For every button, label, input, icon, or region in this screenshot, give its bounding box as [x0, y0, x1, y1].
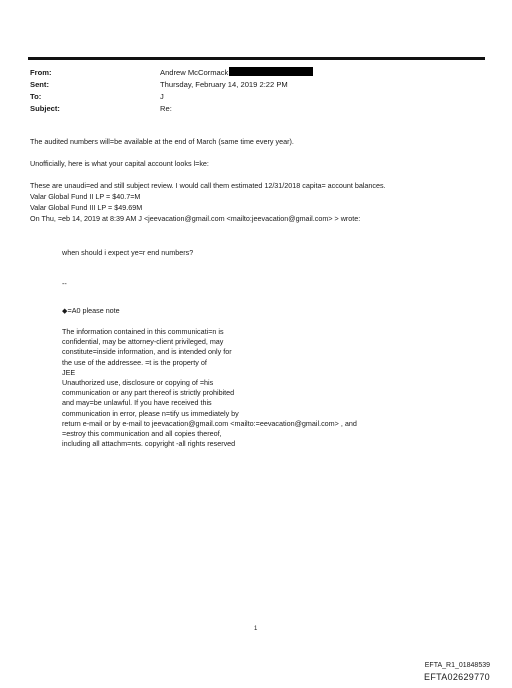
- from-label: From:: [30, 68, 52, 77]
- sent-row: [30, 79, 313, 91]
- disclaimer-line: constitute=inside information, and is intended only for: [62, 347, 232, 357]
- disclaimer-line: and may=be unlawful. If you have received this: [62, 398, 212, 408]
- quoted-note: ◆=A0 please note: [62, 306, 120, 315]
- subject-label: Subject:: [30, 104, 60, 113]
- body-line-fund-iii: Valar Global Fund III LP = $49.69M: [30, 203, 143, 212]
- bates-number-primary: EFTA_R1_01848539: [424, 662, 490, 669]
- disclaimer-line: the use of the addressee. =t is the property of: [62, 357, 207, 367]
- body-line-fund-ii: Valar Global Fund II LP = $40.7=M: [30, 192, 141, 201]
- to-label: To:: [30, 92, 42, 101]
- disclaimer-paragraph-2: [62, 378, 357, 449]
- disclaimer-line: communication or any part thereof is strictly prohibited: [62, 388, 235, 398]
- subject-value: Re:: [160, 104, 172, 113]
- page-number: 1: [254, 626, 258, 632]
- sent-value: Thursday, February 14, 2019 2:22 PM: [160, 80, 288, 89]
- sent-label: Sent:: [30, 80, 49, 89]
- body-line-audited: The audited numbers will=be available at the end of March (same time every year).: [30, 137, 294, 146]
- from-value: [160, 67, 313, 79]
- email-header: [30, 67, 313, 115]
- bates-number-secondary: EFTA02629770: [424, 672, 490, 682]
- quoted-dashes: --: [62, 279, 67, 288]
- header-rule: [28, 57, 485, 60]
- disclaimer-line: confidential, may be attorney-client privileged, may: [62, 337, 224, 347]
- to-value: J: [160, 92, 164, 101]
- disclaimer-line: JEE: [62, 367, 76, 377]
- body-line-wrote: On Thu, =eb 14, 2019 at 8:39 AM J <jeevacation@gmail.com <mailto:jeevacation@gmail.com> > wrote:: [30, 214, 361, 223]
- disclaimer-line: return e-mail or by e-mail to jeevacation@gmail.com <mailto:=eevacation@gmail.com> , and: [62, 418, 357, 428]
- disclaimer-line: including all attachm=nts. copyright -all rights reserved: [62, 439, 236, 449]
- subject-row: [30, 103, 313, 115]
- body-line-unofficially: Unofficially, here is what your capital account looks l=ke:: [30, 159, 209, 168]
- disclaimer-paragraph-1: [62, 327, 232, 378]
- from-row: [30, 67, 313, 79]
- body-line-unaudited: These are unaudi=ed and still subject review. I would call them estimated 12/31/2018 capita= account balances.: [30, 181, 386, 190]
- disclaimer-line: Unauthorized use, disclosure or copying of =his: [62, 378, 214, 387]
- to-row: [30, 91, 313, 103]
- redaction-box: [229, 67, 313, 76]
- disclaimer-line: The information contained in this communicati=n is: [62, 327, 224, 336]
- disclaimer-line: communication in error, please n=tify us immediately by: [62, 408, 239, 418]
- quoted-question: when should i expect ye=r end numbers?: [62, 248, 194, 257]
- from-name: Andrew McCormack: [160, 68, 229, 77]
- disclaimer-line: =estroy this communication and all copies thereof,: [62, 429, 222, 439]
